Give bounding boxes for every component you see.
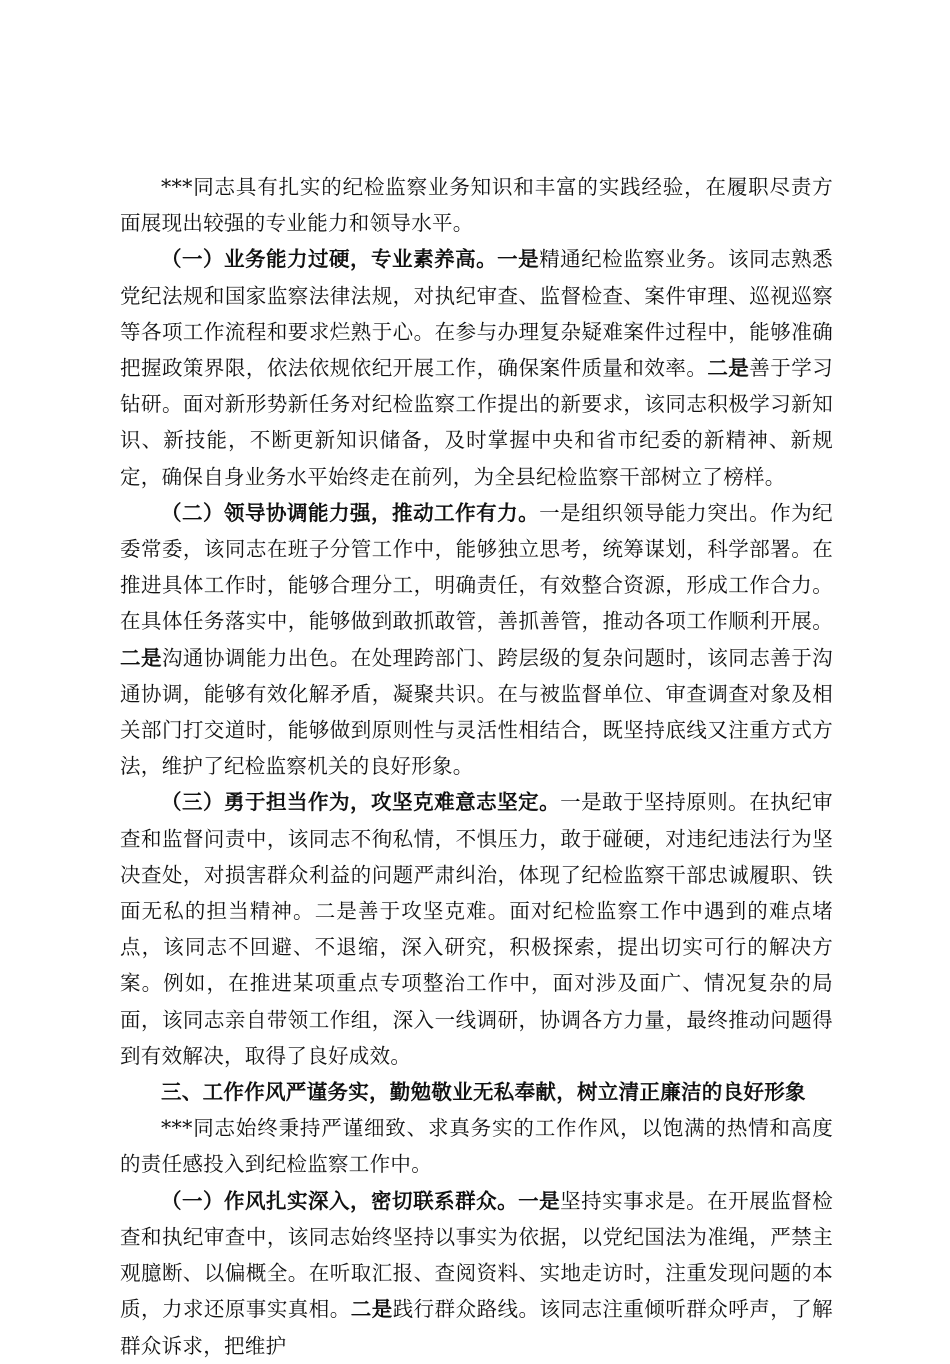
paragraph-intro	[120, 169, 833, 241]
paragraph-text: 一是	[539, 500, 582, 525]
paragraph-intro-3	[120, 1110, 833, 1182]
point-marker: 一是	[518, 1188, 561, 1213]
section-heading-3: 三、工作作风严谨务实，勤勉敬业无私奉献，树立清正廉洁的良好形象	[161, 1080, 806, 1105]
paragraph-text: 善于攻坚克难。面对纪检监察工作中遇到的难点堵点，该同志不回避、不退缩，深入研究，积极探索，提出切实可行的解决方案。例如，在推进某项重点专项整治工作中，面对涉及面广、情况复杂的局面，该同志亲自带领工作组，深入一线调研，协调各方力量，最终推动问题得到有效解决，取得了良好成效。	[120, 899, 833, 1068]
paragraph-section-1	[120, 241, 833, 494]
paragraph-text: ***同志具有扎实的纪检监察业务知识和丰富的实践经验，在履职尽责方面展现出较强的专业能力和领导水平。	[120, 175, 833, 236]
section-lead: （一）业务能力过硬，专业素养高。	[161, 247, 498, 272]
paragraph-text: 组织领导能力突出。作为纪委常委，该同志在班子分管工作中，能够独立思考，统筹谋划，科学部署。在推进具体工作时，能够合理分工，明确责任，有效整合资源，形成工作合力。在具体任务落实中，能够做到敢抓敢管，善抓善管，推动各项工作顺利开展。	[120, 500, 833, 634]
paragraph-text: 善于学习钻研。面对新形势新任务对纪检监察工作提出的新要求，该同志积极学习新知识、新技能，不断更新知识储备，及时掌握中央和省市纪委的新精神、新规定，确保自身业务水平始终走在前列，为全县纪检监察干部树立了榜样。	[120, 356, 833, 489]
paragraph-section-3	[120, 784, 833, 1074]
paragraph-text: 敢于坚持原则。在执纪审查和监督问责中，该同志不徇私情，不惧压力，敢于碰硬，对违纪违法行为坚决查处，对损害群众利益的问题严肃纠治，体现了纪检监察干部忠诚履职、铁面无私的担当精神。	[120, 790, 833, 924]
paragraph-text: ***同志始终秉持严谨细致、求真务实的工作作风，以饱满的热情和高度的责任感投入到纪检监察工作中。	[120, 1116, 833, 1177]
paragraph-text: 精通纪检监察业务。该同志熟悉党纪法规和国家监察法律法规，对执纪审查、监督检查、案件审理、巡视巡察等各项工作流程和要求烂熟于心。在参与办理复杂疑难案件过程中，能够准确把握政策界限，依法依规依纪开展工作，确保案件质量和效率。	[120, 247, 833, 381]
section-lead: （三）勇于担当作为，攻坚克难意志坚定。	[161, 790, 561, 815]
point-marker: 一是	[497, 247, 540, 272]
document-page	[120, 169, 833, 1364]
paragraph-section-2	[120, 495, 833, 785]
point-marker: 二是	[120, 645, 162, 670]
section-lead: （一）作风扎实深入，密切联系群众。	[161, 1188, 519, 1213]
paragraph-section-3-1	[120, 1183, 833, 1364]
point-marker: 二是	[707, 356, 750, 381]
section-lead: （二）领导协调能力强，推动工作有力。	[161, 500, 540, 525]
paragraph-text: 沟通协调能力出色。在处理跨部门、跨层级的复杂问题时，该同志善于沟通协调，能够有效化解矛盾，凝聚共识。在与被监督单位、审查调查对象及相关部门打交道时，能够做到原则性与灵活性相结合，既坚持底线又注重方式方法，维护了纪检监察机关的良好形象。	[120, 645, 833, 779]
paragraph-text: 一是	[560, 790, 603, 815]
paragraph-text: 坚持实事求是。在开展监督检查和执纪审查中，该同志始终坚持以事实为依据，以党纪国法为准绳，严禁主观臆断、以偏概全。在听取汇报、查阅资料、实地走访时，注重发现问题的本质，力求还原事实真相。	[120, 1188, 833, 1322]
paragraph-text: 二是	[314, 899, 358, 924]
paragraph-text: 践行群众路线。该同志注重倾听群众呼声，了解群众诉求，把维护	[120, 1297, 833, 1358]
point-marker: 二是	[350, 1297, 393, 1322]
